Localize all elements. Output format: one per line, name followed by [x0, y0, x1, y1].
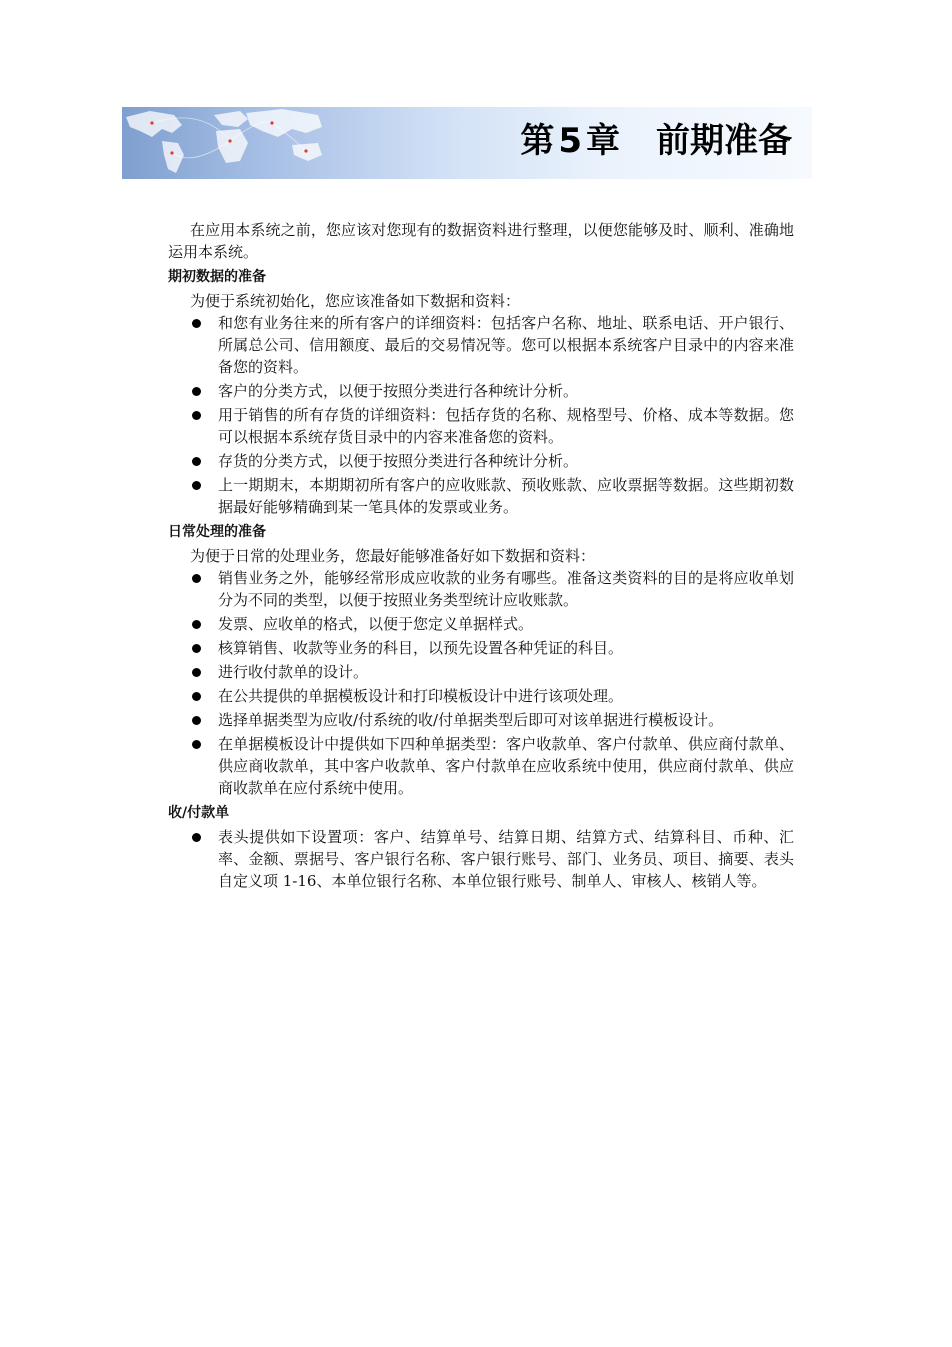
section-heading-daily-processing: 日常处理的准备 [168, 524, 266, 540]
bullet-icon [192, 387, 201, 396]
section-intro: 为便于日常的处理业务，您最好能够准备好如下数据和资料： [190, 547, 596, 565]
bullet-icon [192, 620, 201, 629]
bullet-icon [192, 668, 201, 677]
bullet-icon [192, 574, 201, 583]
bullet-list [168, 312, 794, 518]
chapter-banner [122, 107, 812, 179]
list-item: 在公共提供的单据模板设计和打印模板设计中进行该项处理。 [168, 685, 794, 707]
chapter-prefix: 第 [520, 121, 555, 161]
list-item: 表头提供如下设置项：客户、结算单号、结算日期、结算方式、结算科目、币种、汇率、金额、票据号、客户银行名称、客户银行账号、部门、业务员、项目、摘要、表头自定义项 1-16、本单位银行名称、本单位银行账号、制单人、审核人、核销人等。 [168, 826, 794, 892]
bullet-icon [192, 833, 201, 842]
world-map-icon [122, 107, 422, 179]
bullet-list [168, 567, 794, 799]
bullet-icon [192, 740, 201, 749]
list-item: 在单据模板设计中提供如下四种单据类型：客户收款单、客户付款单、供应商付款单、供应商收款单，其中客户收款单、客户付款单在应收系统中使用，供应商付款单、供应商收款单在应付系统中使用。 [168, 733, 794, 799]
section-heading-opening-data: 期初数据的准备 [168, 269, 266, 285]
list-item: 客户的分类方式，以便于按照分类进行各种统计分析。 [168, 380, 794, 402]
list-item: 上一期期末，本期期初所有客户的应收账款、预收账款、应收票据等数据。这些期初数据最好能够精确到某一笔具体的发票或业务。 [168, 474, 794, 518]
list-item: 发票、应收单的格式，以便于您定义单据样式。 [168, 613, 794, 635]
list-item: 进行收付款单的设计。 [168, 661, 794, 683]
bullet-icon [192, 457, 201, 466]
section-intro: 为便于系统初始化，您应该准备如下数据和资料： [190, 292, 521, 310]
section-heading-receipt-payment: 收/付款单 [168, 805, 230, 821]
bullet-icon [192, 319, 201, 328]
bullet-list [168, 826, 794, 892]
bullet-icon [192, 692, 201, 701]
list-item: 选择单据类型为应收/付系统的收/付单据类型后即可对该单据进行模板设计。 [168, 709, 794, 731]
document-body [168, 219, 794, 894]
list-item: 和您有业务往来的所有客户的详细资料：包括客户名称、地址、联系电话、开户银行、所属总公司、信用额度、最后的交易情况等。您可以根据本系统客户目录中的内容来准备您的资料。 [168, 312, 794, 378]
chapter-suffix: 章 [586, 121, 620, 161]
bullet-icon [192, 411, 201, 420]
bullet-icon [192, 716, 201, 725]
chapter-title [520, 121, 792, 161]
bullet-icon [192, 481, 201, 490]
intro-paragraph: 在应用本系统之前，您应该对您现有的数据资料进行整理，以便您能够及时、顺利、准确地运用本系统。 [168, 221, 794, 261]
list-item: 用于销售的所有存货的详细资料：包括存货的名称、规格型号、价格、成本等数据。您可以根据本系统存货目录中的内容来准备您的资料。 [168, 404, 794, 448]
list-item: 销售业务之外，能够经常形成应收款的业务有哪些。准备这类资料的目的是将应收单划分为不同的类型，以便于按照业务类型统计应收账款。 [168, 567, 794, 611]
chapter-number: 5 [558, 121, 582, 161]
list-item: 存货的分类方式，以便于按照分类进行各种统计分析。 [168, 450, 794, 472]
chapter-name: 前期准备 [656, 121, 792, 161]
bullet-icon [192, 644, 201, 653]
list-item: 核算销售、收款等业务的科目，以预先设置各种凭证的科目。 [168, 637, 794, 659]
